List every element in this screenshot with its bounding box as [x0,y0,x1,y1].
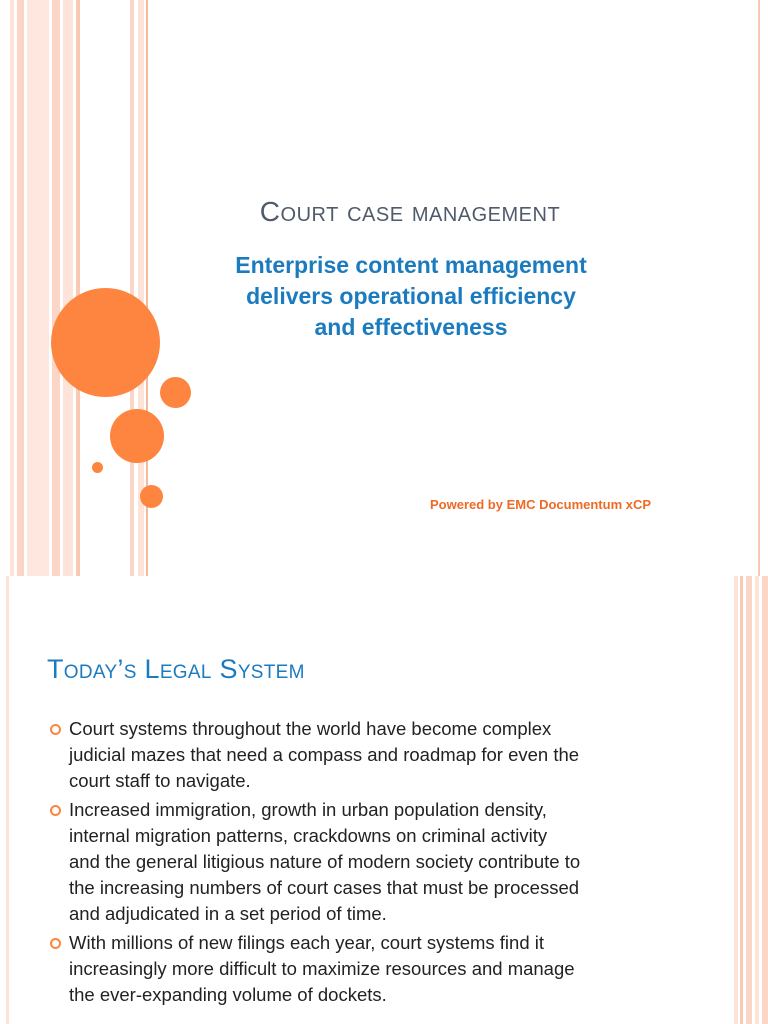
content-slide [0,576,768,1024]
bullet-text-line: increasingly more difficult to maximize resources and manage [69,958,575,979]
list-item [48,797,688,927]
bullet-text-line: With millions of new filings each year, court systems find it [69,932,545,953]
decorative-stripe [63,0,73,576]
bullet-text-line: Court systems throughout the world have become complex [69,718,552,739]
decorative-stripe [758,0,760,576]
bullet-circle-icon [50,938,61,949]
subtitle-line: and effectiveness [314,314,508,340]
bullet-text-line: Increased immigration, growth in urban population density, [69,799,547,820]
bullet-text-line: the ever-expanding volume of dockets. [69,984,387,1005]
bullet-list [48,716,688,1011]
large-orange-circle [51,288,160,397]
decorative-stripe [52,0,60,576]
bullet-text-line: the increasing numbers of court cases that must be processed [69,877,580,898]
decorative-stripe [27,0,49,576]
list-item [48,930,688,1008]
decorative-stripe [6,576,9,1024]
subtitle-line: delivers operational efficiency [246,283,576,309]
slide-title: Today’s Legal System [47,654,305,684]
bullet-circle-icon [50,805,61,816]
slide-title: Court case management [259,196,561,227]
slide-subtitle [186,250,636,343]
bullet-circle-icon [50,724,61,735]
tiny-orange-circle [92,462,103,473]
decorative-stripe [76,0,80,576]
bullet-text-line: court staff to navigate. [69,770,251,791]
decorative-stripe [17,0,24,576]
decorative-stripe [746,576,752,1024]
bullet-text-line: judicial mazes that need a compass and roadmap for even the [69,744,580,765]
decorative-stripe [762,576,768,1024]
decorative-stripe [755,576,759,1024]
medium-orange-circle [110,409,164,463]
small-orange-circle [160,377,191,408]
subtitle-line: Enterprise content management [235,252,587,278]
decorative-stripe [130,0,134,576]
decorative-stripe [740,576,743,1024]
bullet-text-line: and the general litigious nature of modern society contribute to [69,851,581,872]
bullet-text-line: internal migration patterns, crackdowns on criminal activity [69,825,548,846]
decorative-stripe [10,0,14,576]
bullet-text-line: and adjudicated in a set period of time. [69,903,387,924]
decorative-stripe [734,576,738,1024]
list-item [48,716,688,794]
small-orange-circle [140,485,163,508]
powered-by-text: Powered by EMC Documentum xCP [430,497,652,512]
